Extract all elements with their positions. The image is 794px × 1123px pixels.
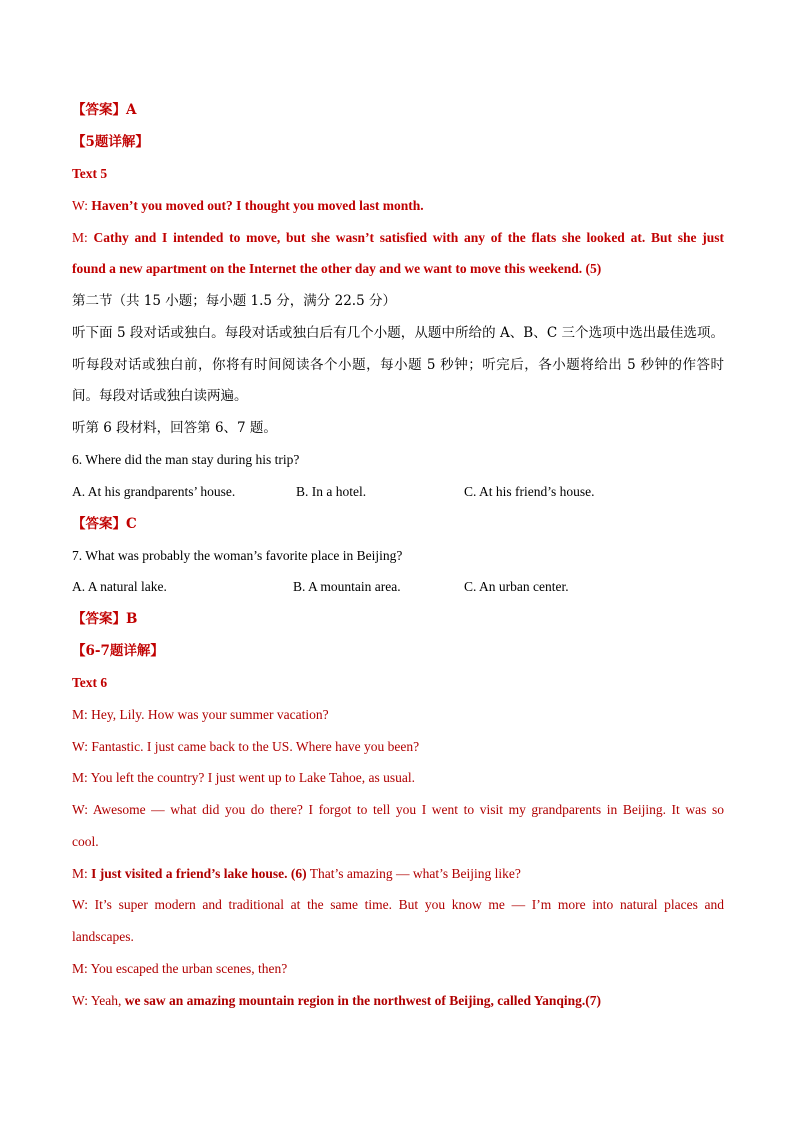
- text6-line-5-rest: That’s amazing — what’s Beijing like?: [306, 866, 521, 881]
- text5-woman-line: [72, 196, 424, 216]
- text6-line-4b: cool.: [72, 834, 99, 849]
- text6-line-6a: W: It’s super modern and traditional at the same time. But you know me — I’m more into natural places and: [72, 897, 724, 912]
- text6-line-1: M: Hey, Lily. How was your summer vacation?: [72, 707, 329, 722]
- listen-6-heading: 听第 6 段材料，回答第 6、7 题。: [72, 420, 277, 436]
- text5-woman-text: Haven’t you moved out? I thought you moved last month.: [91, 198, 424, 213]
- speaker-m: M:: [72, 866, 92, 881]
- q7-option-c: C. An urban center.: [464, 579, 569, 594]
- q6-option-b: B. In a hotel.: [296, 484, 367, 499]
- text6-line-2: W: Fantastic. I just came back to the US. Where have you been?: [72, 739, 420, 754]
- text-5-title: Text 5: [72, 166, 108, 181]
- text6-line-4a: W: Awesome — what did you do there? I forgot to tell you I went to visit my grandparents in Beijing. It was so: [72, 802, 724, 817]
- detail-5-heading: 【5题详解】: [72, 134, 149, 150]
- q7-option-a: A. A natural lake.: [72, 579, 167, 594]
- question-6: 6. Where did the man stay during his trip?: [72, 452, 300, 467]
- text5-man-text-a: Cathy and I intended to move, but she wasn’t satisfied with any of the flats she looked at. But she just: [93, 230, 724, 245]
- detail-6-7-heading: 【6-7题详解】: [72, 643, 164, 659]
- speaker-m: M:: [72, 230, 94, 245]
- text6-line-5-bold: I just visited a friend’s lake house. (6): [91, 866, 307, 881]
- text6-line-7: M: You escaped the urban scenes, then?: [72, 961, 288, 976]
- text5-man-line-2: found a new apartment on the Internet the other day and we want to move this weekend. (5): [72, 261, 602, 276]
- speaker-w: W:: [72, 198, 92, 213]
- text5-man-line-1: [72, 228, 724, 248]
- instructions-line-3: 间。每段对话或独白读两遍。: [72, 388, 248, 404]
- text6-line-6b: landscapes.: [72, 929, 134, 944]
- answer-7: 【答案】B: [72, 611, 138, 627]
- text6-line-8-bold: we saw an amazing mountain region in the northwest of Beijing, called Yanqing.(7): [124, 993, 602, 1008]
- q7-option-b: B. A mountain area.: [293, 579, 401, 594]
- text6-line-8: [72, 991, 601, 1011]
- section-2-heading: 第二节（共 15 小题；每小题 1.5 分，满分 22.5 分）: [72, 293, 396, 309]
- q6-option-c: C. At his friend’s house.: [464, 484, 595, 499]
- question-7: 7. What was probably the woman’s favorite place in Beijing?: [72, 548, 403, 563]
- instructions-line-2: 听每段对话或独白前，你将有时间阅读各个小题，每小题 5 秒钟；听完后，各小题将给出 5 秒钟的作答时: [72, 357, 724, 373]
- instructions-line-1: 听下面 5 段对话或独白。每段对话或独白后有几个小题，从题中所给的 A、B、C 三个选项中选出最佳选项。: [72, 325, 724, 341]
- text6-line-5: [72, 864, 521, 884]
- answer-6: 【答案】C: [72, 516, 137, 532]
- answer-4: 【答案】A: [72, 102, 137, 118]
- text-6-title: Text 6: [72, 675, 108, 690]
- speaker-w: W: Yeah,: [72, 993, 125, 1008]
- text6-line-3: M: You left the country? I just went up to Lake Tahoe, as usual.: [72, 770, 415, 785]
- q6-option-a: A. At his grandparents’ house.: [72, 484, 236, 499]
